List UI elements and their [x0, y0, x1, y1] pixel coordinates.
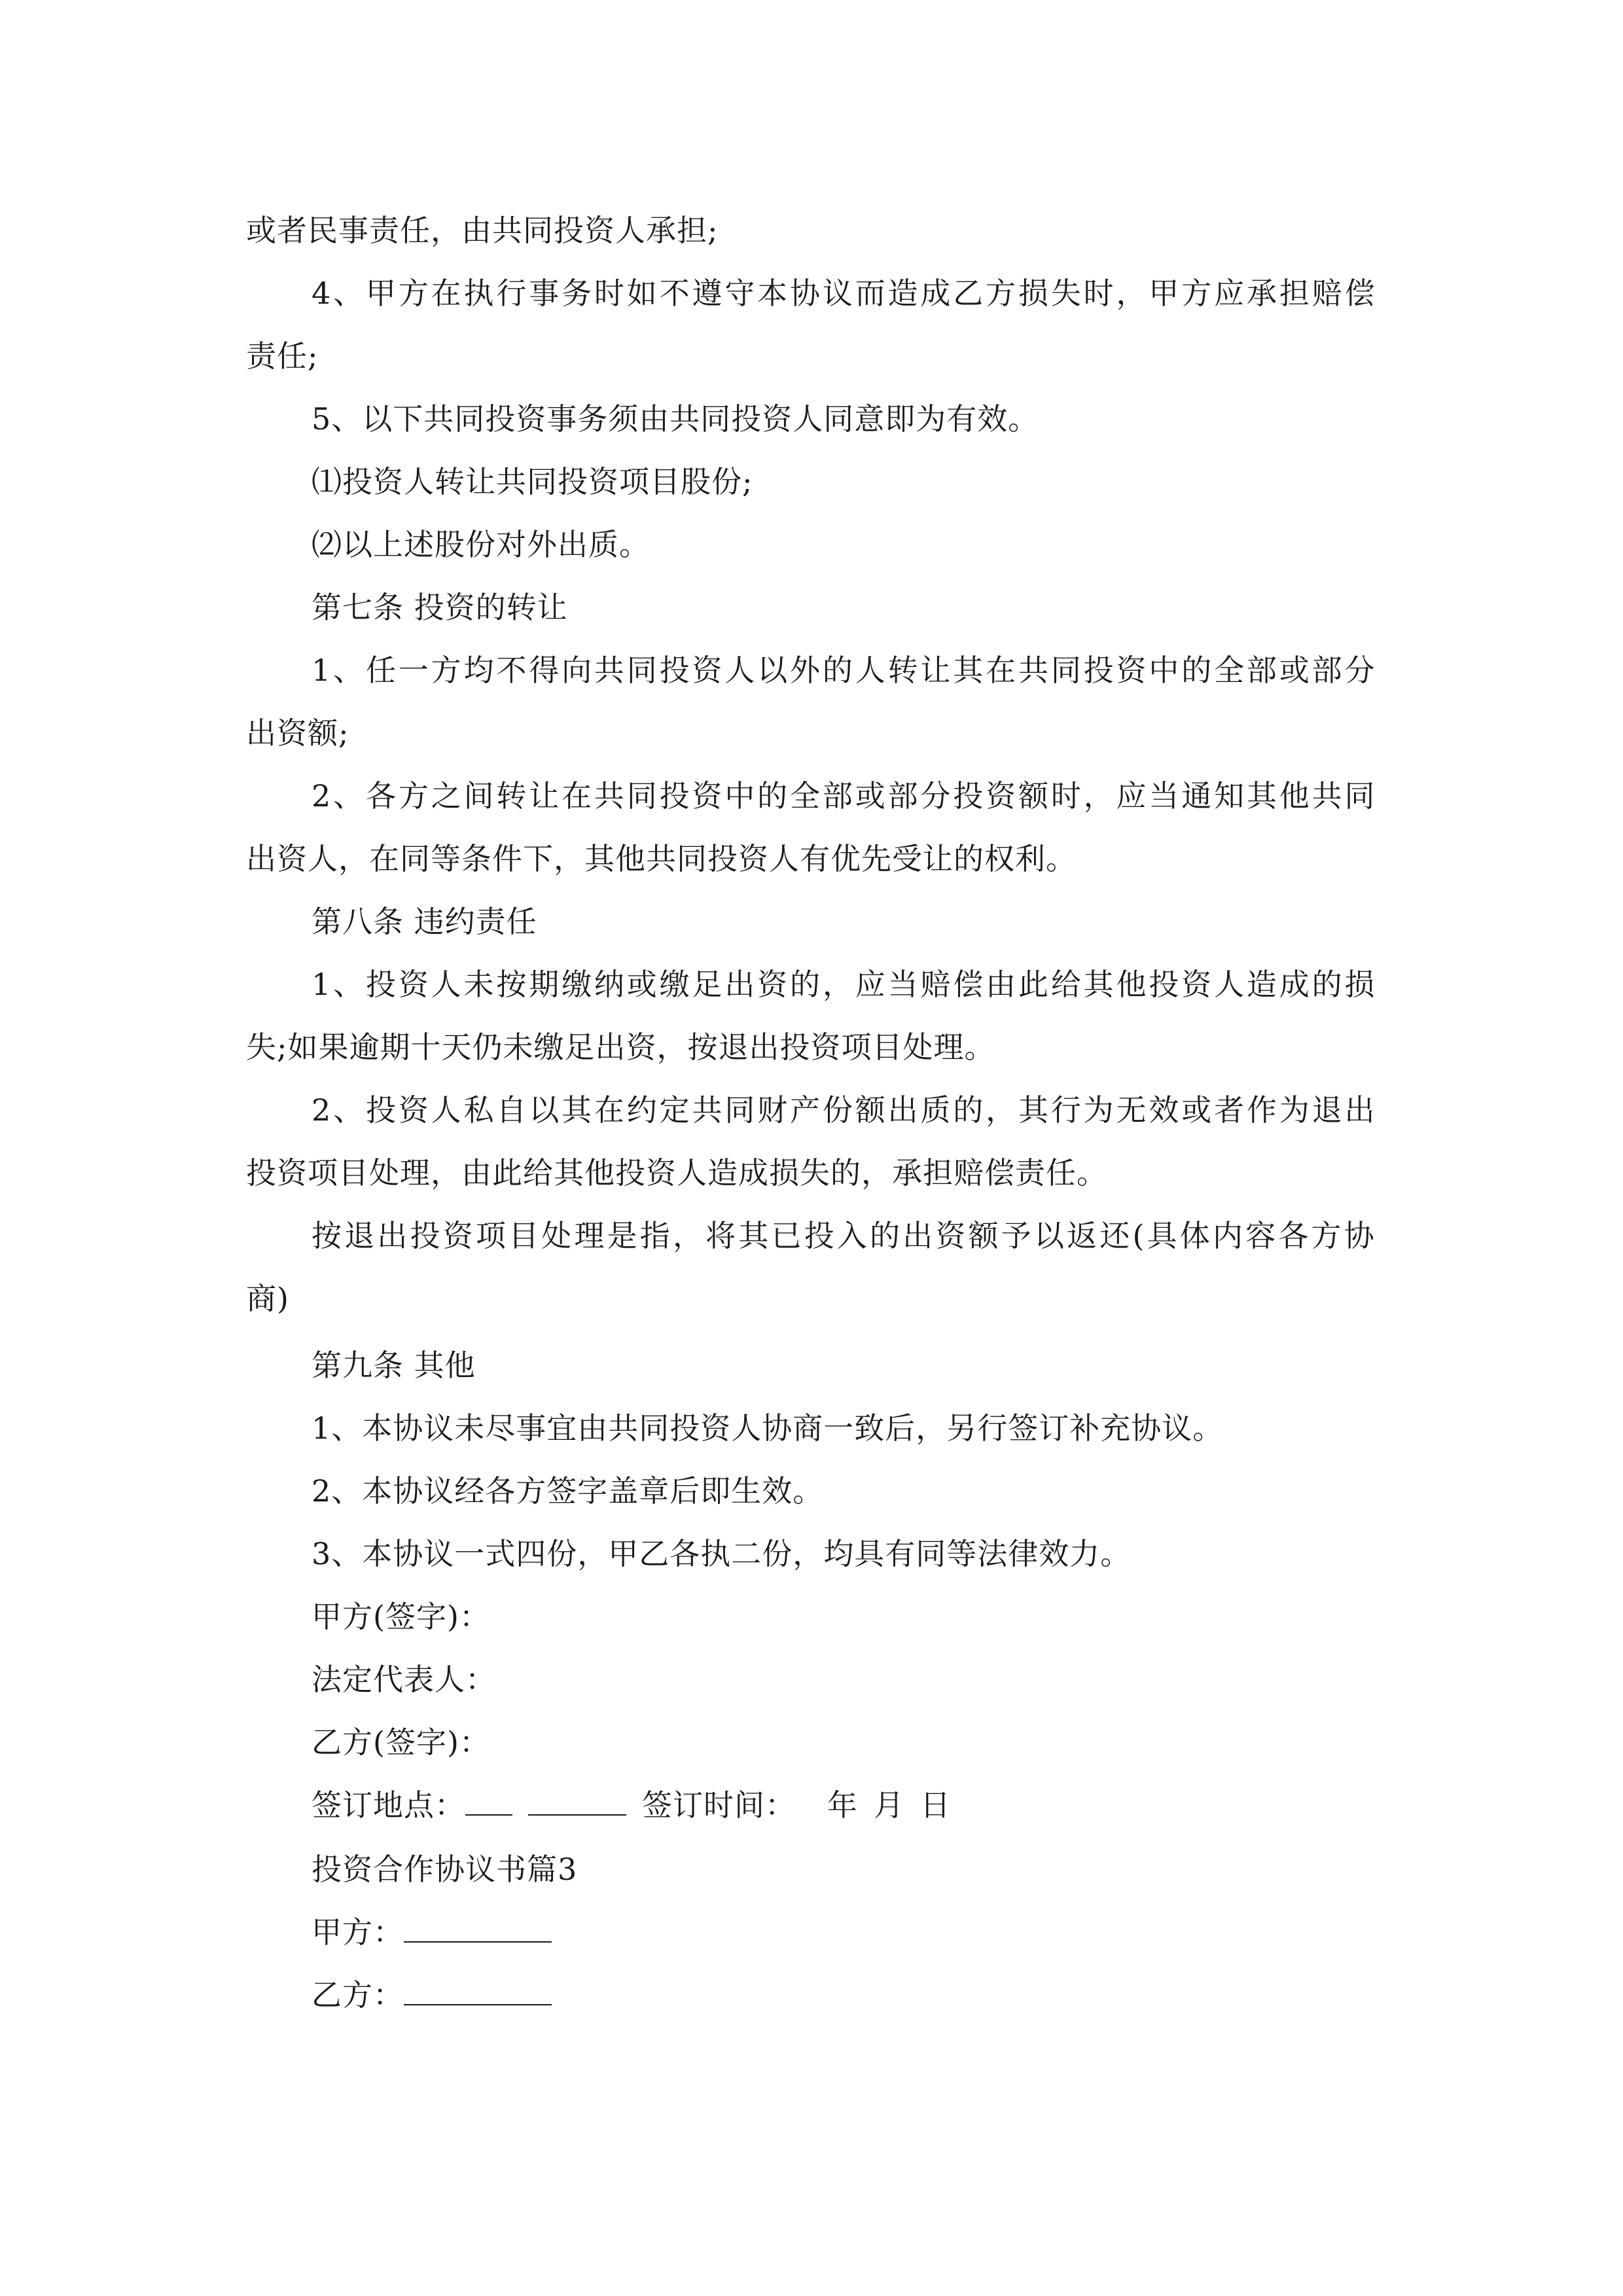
- signature-label: 法定代表人：: [312, 1662, 496, 1697]
- signature-label: 甲方(签字)：: [312, 1599, 490, 1634]
- clause-item: 按退出投资项目处理是指，将其已投入的出资额予以返还(具体内容各方协: [312, 1218, 1377, 1253]
- article-heading: 第九条 其他: [312, 1348, 476, 1383]
- clause-item: 1、本协议未尽事宜由共同投资人协商一致后，另行签订补充协议。: [312, 1410, 1224, 1446]
- article-heading: 第八条 违约责任: [312, 904, 537, 939]
- clause-item: 5、以下共同投资事务须由共同投资人同意即为有效。: [312, 401, 1039, 437]
- signing-line: [312, 1785, 951, 1825]
- text-line: 出资人，在同等条件下，其他共同投资人有优先受让的权利。: [246, 841, 1077, 876]
- text-line: 出资额;: [246, 715, 349, 751]
- clause-item: 1、任一方均不得向共同投资人以外的人转让其在共同投资中的全部或部分: [312, 653, 1378, 688]
- party-a-label: 甲方：: [312, 1914, 404, 1950]
- clause-item: 2、本协议经各方签字盖章后即生效。: [312, 1473, 824, 1509]
- text-line: 投资项目处理，由此给其他投资人造成损失的，承担赔偿责任。: [246, 1155, 1107, 1191]
- signing-place-label: 签订地点：: [312, 1787, 465, 1823]
- party-b-blank: [404, 1975, 552, 2005]
- section-title: 投资合作协议书篇3: [312, 1852, 578, 1887]
- text-line: 失;如果逾期十天仍未缴足出资，按退出投资项目处理。: [246, 1030, 995, 1065]
- article-heading: 第七条 投资的转让: [312, 590, 568, 625]
- party-a-line: [312, 1912, 552, 1952]
- signing-month: 月: [874, 1787, 904, 1823]
- signing-place-blank: [465, 1785, 512, 1816]
- party-b-line: [312, 1975, 552, 2015]
- clause-item: 2、投资人私自以其在约定共同财产份额出质的，其行为无效或者作为退出: [312, 1092, 1378, 1128]
- text-line: 责任;: [246, 338, 319, 374]
- text-line: 或者民事责任，由共同投资人承担;: [246, 213, 719, 248]
- party-a-blank: [404, 1912, 552, 1943]
- clause-item: 2、各方之间转让在共同投资中的全部或部分投资额时，应当通知其他共同: [312, 778, 1378, 814]
- signature-label: 乙方(签字)：: [312, 1725, 490, 1760]
- party-b-label: 乙方：: [312, 1977, 404, 2013]
- sub-item: ⑵以上述股份对外出质。: [312, 527, 650, 562]
- sub-item: ⑴投资人转让共同投资项目股份;: [312, 464, 753, 499]
- signing-year: 年: [827, 1787, 858, 1823]
- signing-place-blank-2: [528, 1785, 626, 1816]
- clause-item: 3、本协议一式四份，甲乙各执二份，均具有同等法律效力。: [312, 1536, 1132, 1571]
- text-line: 商): [246, 1281, 289, 1316]
- clause-item: 1、投资人未按期缴纳或缴足出资的，应当赔偿由此给其他投资人造成的损: [312, 967, 1378, 1002]
- clause-item: 4、甲方在执行事务时如不遵守本协议而造成乙方损失时，甲方应承担赔偿: [312, 276, 1378, 311]
- signing-time-label: 签订时间：: [642, 1787, 796, 1823]
- signing-day: 日: [920, 1787, 951, 1823]
